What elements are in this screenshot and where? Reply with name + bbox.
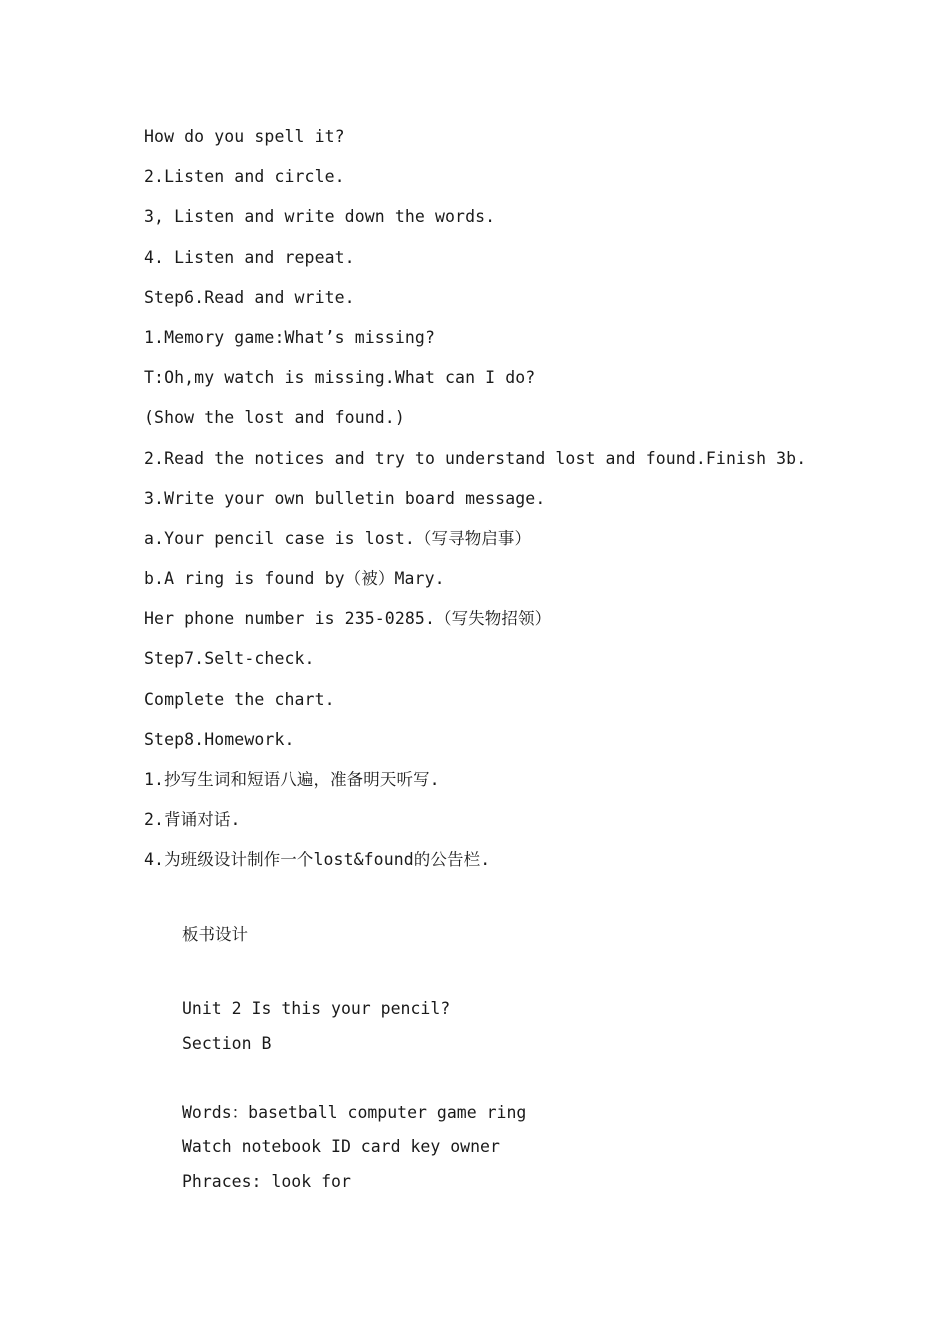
step-heading: Step7.Selt-check.: [144, 649, 315, 669]
board-section: Section B: [182, 1033, 272, 1053]
board-design: [182, 922, 882, 1199]
homework-item: 2.背诵对话.: [144, 810, 241, 830]
homework-item: 4.为班级设计制作一个lost&found的公告栏.: [144, 850, 491, 870]
text-line: How do you spell it?: [144, 127, 345, 146]
board-heading: 板书设计: [182, 925, 248, 944]
text-line: b.A ring is found by（被）Mary.: [144, 569, 445, 589]
board-title: Unit 2 Is this your pencil?: [182, 999, 451, 1018]
homework-item: 1.抄写生词和短语八遍，准备明天听写.: [144, 770, 440, 789]
text-line: 1.Memory game:What’s missing?: [144, 327, 435, 347]
text-line: 4. Listen and repeat.: [144, 247, 355, 267]
text-line: 2.Listen and circle.: [144, 167, 345, 187]
step-heading: Step6.Read and write.: [144, 287, 355, 307]
spacer: [182, 1061, 882, 1096]
lesson-steps: [144, 124, 904, 888]
text-line: 3, Listen and write down the words.: [144, 207, 496, 227]
text-line: T:Oh,my watch is missing.What can I do?: [144, 368, 536, 388]
text-line: (Show the lost and found.): [144, 408, 405, 428]
board-words: Watch notebook ID card key owner: [182, 1137, 500, 1156]
step-heading: Step8.Homework.: [144, 729, 295, 749]
text-line: 3.Write your own bulletin board message.: [144, 488, 546, 508]
text-line: Complete the chart.: [144, 689, 335, 709]
text-line: Her phone number is 235-0285.（写失物招领）: [144, 609, 552, 629]
board-words: Words：basetball computer game ring: [182, 1102, 527, 1122]
text-line: a.Your pencil case is lost.（写寻物启事）: [144, 528, 532, 548]
text-line: 2.Read the notices and try to understand lost and found.Finish 3b.: [144, 448, 807, 468]
board-phrases: Phraces: look for: [182, 1171, 351, 1191]
